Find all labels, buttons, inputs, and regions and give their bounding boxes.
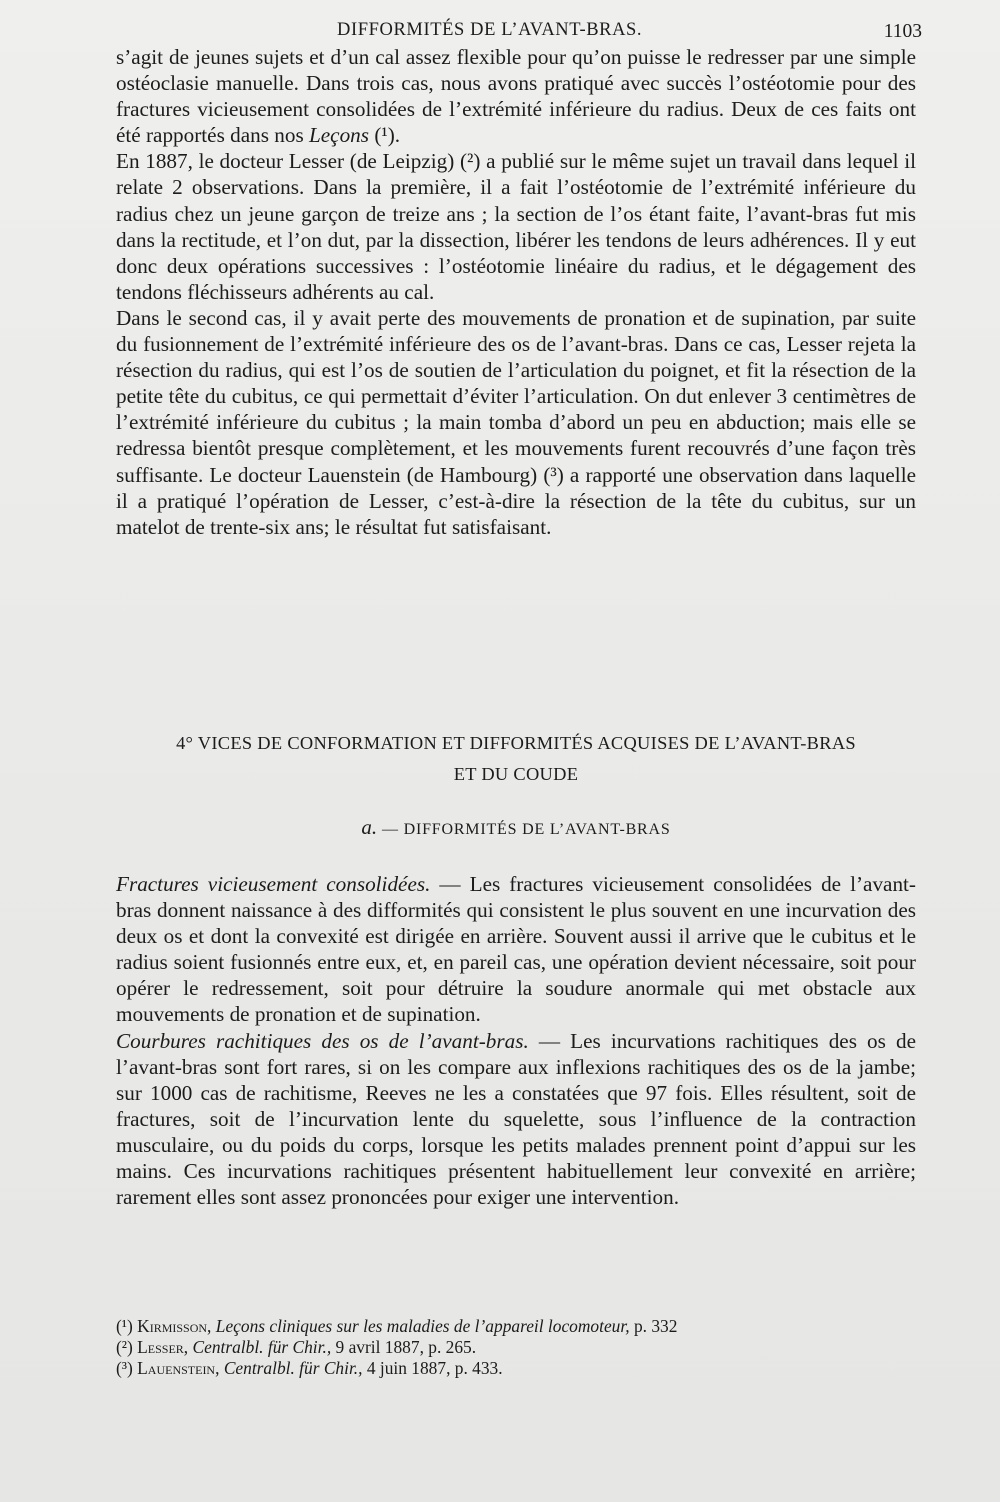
- body-text-bottom: [116, 871, 916, 1210]
- paragraph: En 1887, le docteur Lesser (de Leipzig) (²) a publié sur le même sujet un travail dans lequel il relate 2 observations. Dans la première, il a fait l’ostéotomie de l’extrémité inférieure du radius chez un jeune garçon de treize ans ; la section de l’os étant faite, l’avant-bras fut mis dans la rectitude, et l’on dut, par la dissection, libérer les tendons de leurs adhérences. Il y eut donc deux opérations successives : l’ostéotomie linéaire du radius, et le dégagement des tendons fléchisseurs adhérents au cal.: [116, 149, 916, 304]
- footnote-author: Lauenstein,: [137, 1358, 220, 1378]
- paragraph: [116, 871, 916, 1028]
- footnote-pages: 4 juin 1887, p. 433.: [366, 1358, 503, 1378]
- italic-lead: Courbures rachitiques des os de l’avant-bras.: [116, 1028, 529, 1053]
- section-heading-line: 4° VICES DE CONFORMATION ET DIFFORMITÉS ACQUISES DE L’AVANT-BRAS: [176, 733, 856, 753]
- paragraph: Dans le second cas, il y avait perte des mouvements de pronation et de supination, par suite du fusionnement de l’extrémité inférieure des os de l’avant-bras. Dans ce cas, Lesser rejeta la résection du radius, qui est l’os de soutien de l’articulation du poignet, et fit la résection de la petite tête du cubitus, ce qui permettait d’éviter l’articulation. On dut enlever 3 centimètres de l’extrémité inférieure du cubitus ; la main tomba d’abord un peu en abduction; mais elle se redressa bientôt presque complètement, et les mouvements furent recouvrés d’une façon très suffisante. Le docteur Lauenstein (de Hambourg) (³) a rapporté une observation dans laquelle il a pratiqué l’opération de Lesser, c’est-à-dire la résection de la tête du cubitus, sur un matelot de trente-six ans; le résultat fut satisfaisant.: [116, 305, 916, 539]
- footnote-pages: 9 avril 1887, p. 265.: [335, 1337, 477, 1357]
- section-heading-line: ET DU COUDE: [453, 764, 579, 784]
- footnote: [116, 1337, 916, 1358]
- subsection-title: — DIFFORMITÉS DE L’AVANT-BRAS: [381, 821, 671, 838]
- footnote-mark: (¹): [116, 1316, 133, 1336]
- running-head: DIFFORMITÉS DE L’AVANT-BRAS.: [337, 20, 643, 40]
- subsection-letter: a.: [361, 815, 378, 839]
- footnote-pages: p. 332: [633, 1316, 678, 1336]
- paragraph-text: s’agit de jeunes sujets et d’un cal assez flexible pour qu’on puisse le redresser par une simple ostéoclasie manuelle. Dans trois cas, nous avons pratiqué avec succès l’ostéotomie pour des fractures vicieusement consolidées de l’extrémité inférieure du radius. Deux de ces faits ont été rapportés dans nos: [116, 45, 916, 148]
- footnote: [116, 1316, 916, 1337]
- footnote-title: Leçons cliniques sur les maladies de l’appareil locomoteur,: [215, 1316, 630, 1336]
- footnote-mark: (³): [116, 1358, 133, 1378]
- subsection-heading: [116, 815, 916, 840]
- italic-reference: Leçons: [308, 123, 370, 148]
- paragraph-text: — Les fractures vicieusement consolidées de l’avant-bras donnent naissance à des difformités qui consistent le plus souvent en une incurvation des deux os et dont la convexité est dirigée en arrière. Souvent aussi il arrive que le cubitus et le radius soient fusionnés entre eux, et, en pareil cas, une opération devient nécessaire, soit pour opérer le redressement, soit pour détruire la soudure anormale qui met obstacle aux mouvements de pronation et de supination.: [116, 872, 916, 1027]
- footnote-ref: (¹).: [374, 123, 401, 148]
- footnote-title: Centralbl. für Chir.,: [192, 1337, 332, 1357]
- section-heading: [116, 728, 916, 790]
- body-text-top: [116, 44, 916, 540]
- paragraph: [116, 44, 916, 148]
- footnote-mark: (²): [116, 1337, 133, 1357]
- paragraph-text: — Les incurvations rachitiques des os de l’avant-bras sont fort rares, si on les compare aux inflexions rachitiques des os de la jambe; sur 1000 cas de rachitisme, Reeves ne les a constatées que 97 fois. Elles résultent, soit de fractures, soit de l’incurvation lente du squelette, sous l’influence de la contraction musculaire, ou du poids du corps, lorsque les petits malades prennent point d’appui sur les mains. Ces incurvations rachitiques présentent habituellement leur convexité en arrière; rarement elles sont assez prononcées pour exiger une intervention.: [116, 1028, 916, 1210]
- footnote-author: Lesser,: [137, 1337, 189, 1357]
- footnote: [116, 1358, 916, 1379]
- footnote-author: Kirmisson,: [137, 1316, 212, 1336]
- footnotes: [116, 1316, 916, 1379]
- paragraph: [116, 1028, 916, 1211]
- footnote-title: Centralbl. für Chir.,: [223, 1358, 363, 1378]
- italic-lead: Fractures vicieusement consolidées.: [116, 872, 431, 896]
- page-number: 1103: [883, 21, 922, 42]
